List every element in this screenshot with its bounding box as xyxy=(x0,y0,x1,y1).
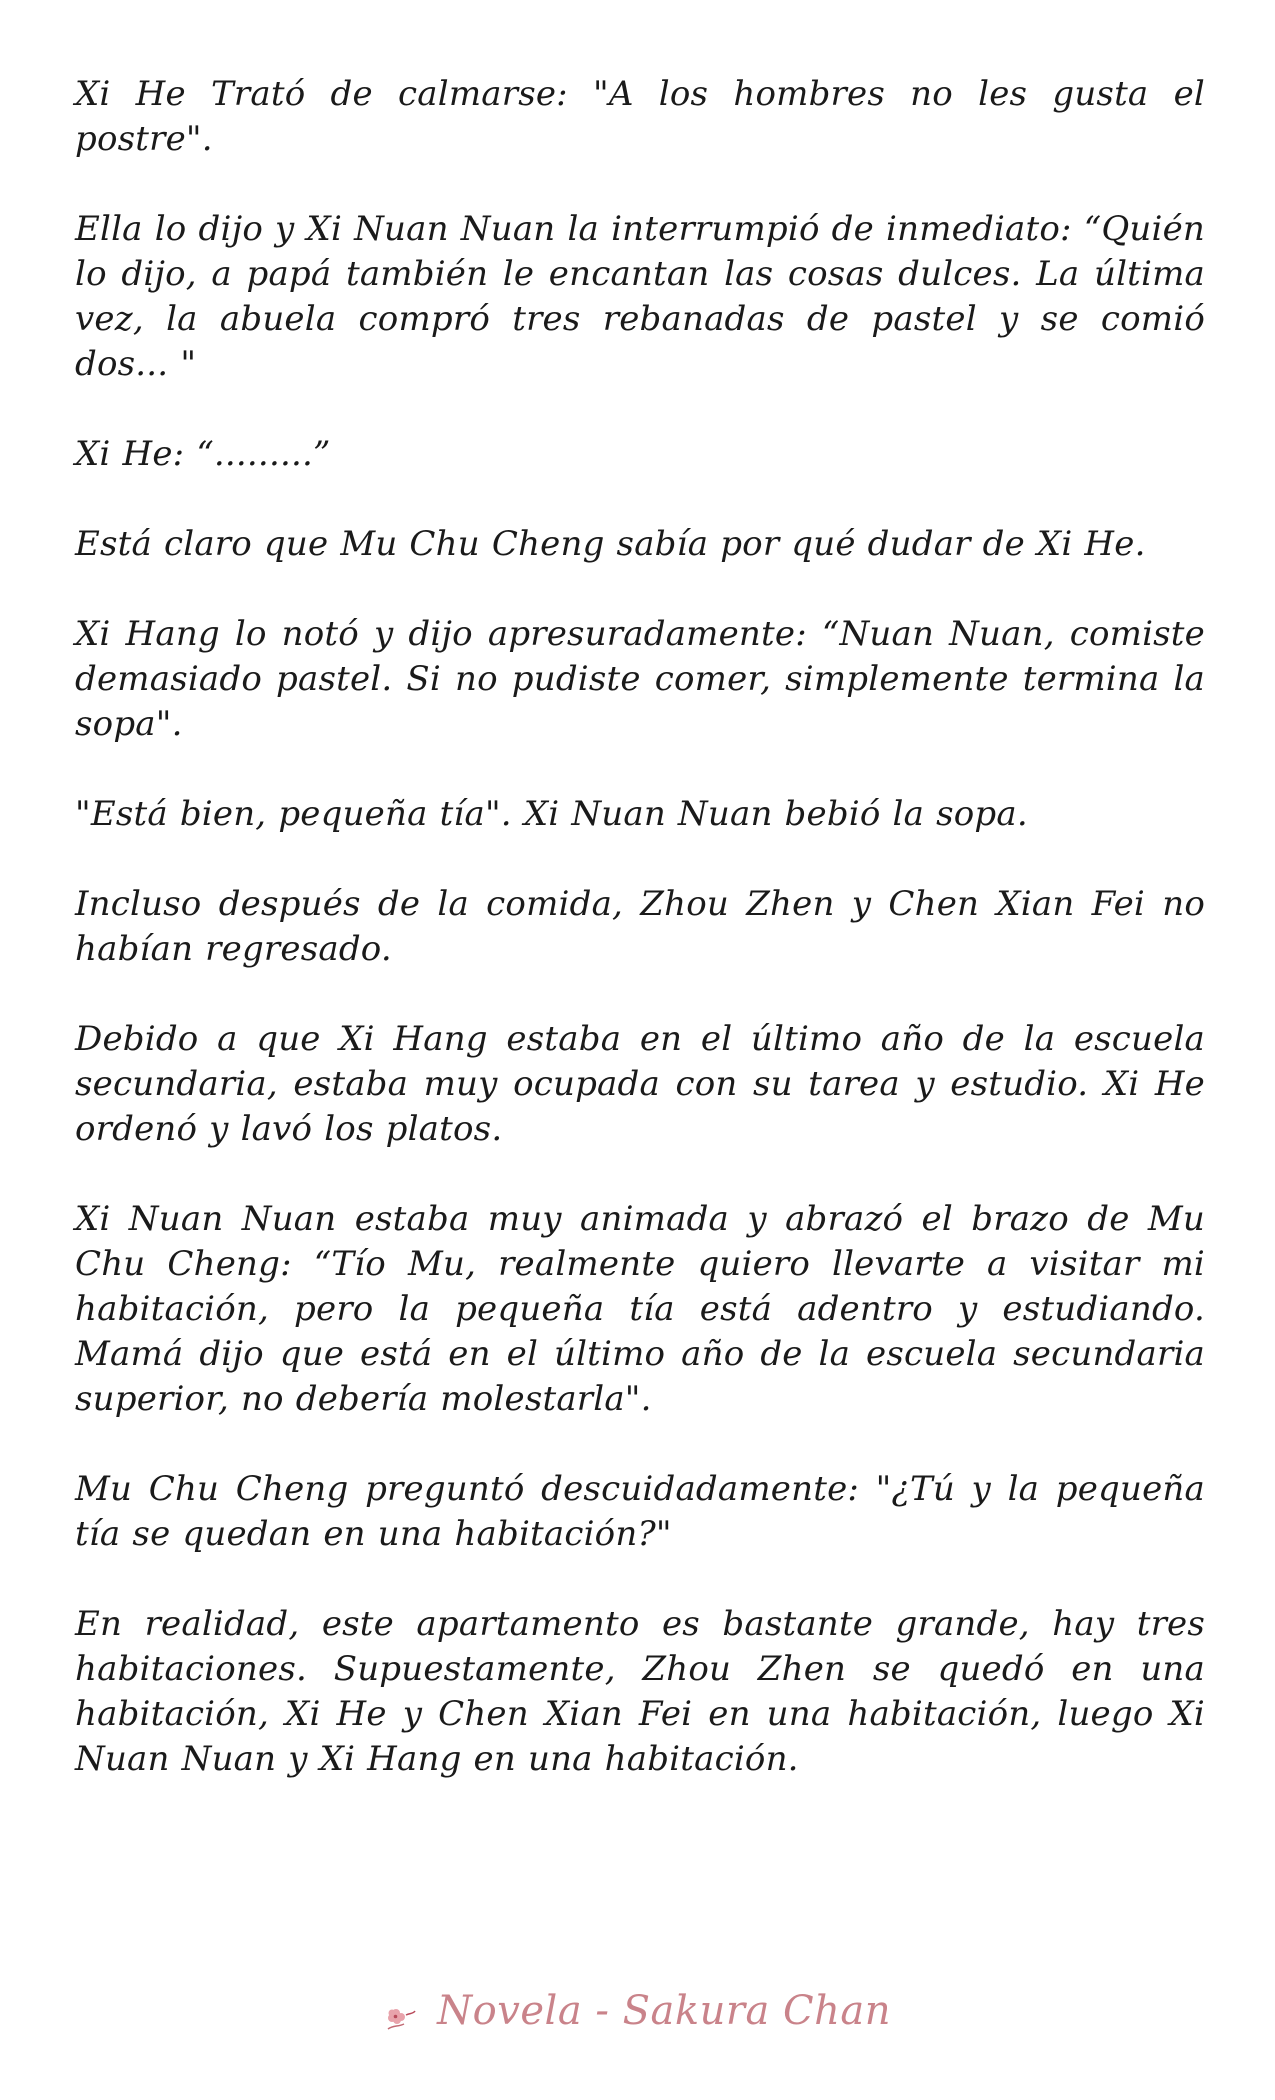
sakura-flower-icon xyxy=(384,1999,418,2029)
footer-text: Novela - Sakura Chan xyxy=(437,1988,892,2034)
paragraph: Xi Hang lo notó y dijo apresuradamente: “Nuan Nuan, comiste demasiado pastel. Si no pudiste comer, simplemente termina la sopa". xyxy=(75,614,1205,744)
paragraph: Xi He Trató de calmarse: "A los hombres no les gusta el postre". xyxy=(75,74,1205,159)
paragraph: "Está bien, pequeña tía". Xi Nuan Nuan bebió la sopa. xyxy=(75,794,1028,834)
paragraph: Debido a que Xi Hang estaba en el último año de la escuela secundaria, estaba muy ocupada con su tarea y estudio. Xi He ordenó y lavó los platos. xyxy=(75,1019,1205,1149)
paragraph: En realidad, este apartamento es bastante grande, hay tres habitaciones. Supuestamente, Zhou Zhen se quedó en una habitación, Xi He y Chen Xian Fei en una habitación, luego Xi Nuan Nuan y Xi Hang en una habitación. xyxy=(75,1604,1205,1779)
paragraph: Incluso después de la comida, Zhou Zhen y Chen Xian Fei no habían regresado. xyxy=(75,884,1205,969)
paragraph: Xi Nuan Nuan estaba muy animada y abrazó el brazo de Mu Chu Cheng: “Tío Mu, realmente quiero llevarte a visitar mi habitación, pero la pequeña tía está adentro y estudiando. Mamá dijo que está en el último año de la escuela secundaria superior, no debería molestarla". xyxy=(75,1199,1205,1419)
paragraph: Está claro que Mu Chu Cheng sabía por qué dudar de Xi He. xyxy=(75,524,1146,564)
paragraph: Ella lo dijo y Xi Nuan Nuan la interrumpió de inmediato: “Quién lo dijo, a papá también le encantan las cosas dulces. La última vez, la abuela compró tres rebanadas de pastel y se comió dos... " xyxy=(75,209,1205,384)
paragraph: Xi He: “.........” xyxy=(75,434,331,474)
chapter-text xyxy=(75,72,1205,1827)
paragraph: Mu Chu Cheng preguntó descuidadamente: "¿Tú y la pequeña tía se quedan en una habitación?" xyxy=(75,1469,1205,1554)
watermark-footer xyxy=(0,1988,1275,2034)
